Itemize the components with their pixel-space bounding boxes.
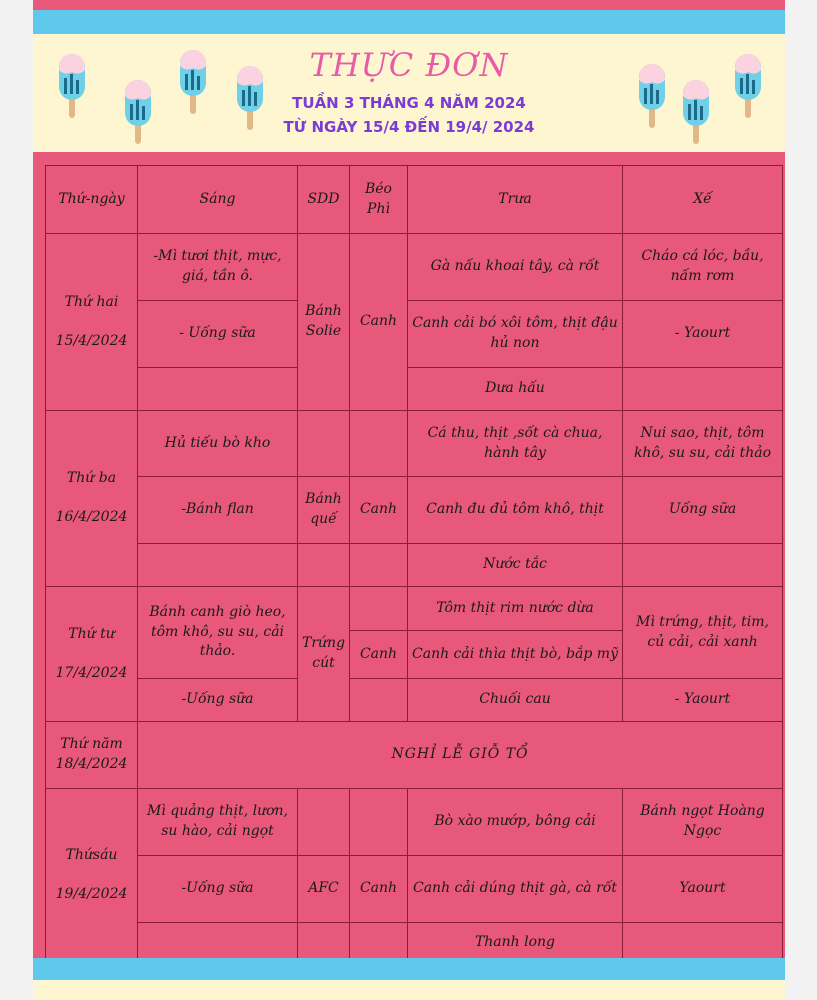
lunch-fruit: Nước tắc [408,544,623,587]
morning-drink: -Uống sữa [138,679,298,722]
day-cell [46,587,138,722]
lunch-soup: Canh cải thìa thịt bò, bắp mỹ [408,631,623,679]
lunch-fruit: Thanh long [408,923,623,963]
day-cell [46,234,138,411]
morning-dish: Bánh canh giò heo, tôm khô, su su, cải thảo. [138,587,298,679]
empty-cell [350,587,408,631]
table-row [46,722,783,789]
morning-drink: -Bánh flan [138,477,298,544]
obese-dish: Canh [350,631,408,679]
footer-band [33,980,785,1000]
afternoon-drink: Uống sữa [623,477,783,544]
top-stripe [33,10,785,34]
table-row [46,301,783,368]
empty-cell [138,923,298,963]
menu-table [45,165,783,963]
sdd-dish: Bánh quế [298,477,350,544]
header [33,34,785,152]
afternoon-dish: Cháo cá lóc, bầu, nấm rơm [623,234,783,301]
afternoon-drink: - Yaourt [623,679,783,722]
header-afternoon: Xế [623,166,783,234]
table-row [46,587,783,631]
empty-cell [350,544,408,587]
week-label: TUẦN 3 THÁNG 4 NĂM 2024 [292,94,526,112]
table-row [46,411,783,477]
day-date: 16/4/2024 [55,509,128,526]
lunch-soup: Canh cải bó xôi tôm, thịt đậu hủ non [408,301,623,368]
day-name: Thứ tư [68,625,115,642]
afternoon-drink: - Yaourt [623,301,783,368]
bottom-stripe [33,958,785,980]
header-obese: Béo Phì [350,166,408,234]
lunch-main: Tôm thịt rim nước dừa [408,587,623,631]
day-name: Thứ hai [64,293,119,310]
empty-cell [350,411,408,477]
lunch-main: Gà nấu khoai tây, cà rốt [408,234,623,301]
popsicle-icon [733,52,763,122]
obese-dish: Canh [350,234,408,411]
lunch-fruit: Dưa hấu [408,368,623,411]
header-lunch: Trưa [408,166,623,234]
sdd-dish: AFC [298,856,350,923]
empty-cell [350,789,408,856]
empty-cell [350,679,408,722]
day-date: 18/4/2024 [55,756,128,772]
afternoon-dish: Bánh ngọt Hoàng Ngọc [623,789,783,856]
empty-cell [350,923,408,963]
holiday-notice: NGHỈ LỄ GIỖ TỔ [138,722,783,789]
table-header-row [46,166,783,234]
sdd-dish: Bánh Solie [298,234,350,411]
morning-dish: Hủ tiếu bò kho [138,411,298,477]
header-day: Thứ-ngày [46,166,138,234]
day-name: Thứ ba [66,470,117,487]
day-name: Thứ năm [60,736,123,753]
morning-drink: -Uống sữa [138,856,298,923]
lunch-soup: Canh đu đủ tôm khô, thịt [408,477,623,544]
empty-cell [623,368,783,411]
empty-cell [138,544,298,587]
lunch-main: Bò xào mướp, bông cải [408,789,623,856]
table-row [46,923,783,963]
obese-dish: Canh [350,856,408,923]
popsicle-icon [123,78,153,148]
table-row [46,368,783,411]
obese-dish: Canh [350,477,408,544]
afternoon-dish: Nui sao, thịt, tôm khô, su su, cải thảo [623,411,783,477]
day-cell [46,789,138,963]
lunch-main: Cá thu, thịt ,sốt cà chua, hành tây [408,411,623,477]
header-morning: Sáng [138,166,298,234]
empty-cell [298,923,350,963]
day-date: 19/4/2024 [55,886,128,903]
empty-cell [298,789,350,856]
empty-cell [623,923,783,963]
table-row [46,234,783,301]
day-name: Thứsáu [65,847,118,864]
sdd-dish: Trứng cút [298,587,350,722]
empty-cell [623,544,783,587]
empty-cell [298,411,350,477]
empty-cell [298,544,350,587]
table-row [46,544,783,587]
popsicle-icon [178,48,208,118]
popsicle-icon [235,64,265,134]
day-cell [46,722,138,789]
day-cell [46,411,138,587]
popsicle-icon [681,78,711,148]
table-row [46,856,783,923]
morning-drink: - Uống sữa [138,301,298,368]
popsicle-icon [57,52,87,122]
lunch-soup: Canh cải dúng thịt gà, cà rốt [408,856,623,923]
date-range: TỪ NGÀY 15/4 ĐẾN 19/4/ 2024 [283,118,535,136]
day-date: 17/4/2024 [55,664,128,681]
morning-dish: -Mì tươi thịt, mực, giá, tần ô. [138,234,298,301]
table-row [46,477,783,544]
empty-cell [138,368,298,411]
morning-dish: Mì quảng thịt, lươn, su hào, cải ngọt [138,789,298,856]
page-title: THỰC ĐƠN [309,46,509,84]
lunch-fruit: Chuối cau [408,679,623,722]
popsicle-icon [637,62,667,132]
afternoon-dish: Mì trứng, thịt, tim, củ cải, cải xanh [623,587,783,679]
table-row [46,679,783,722]
menu-poster [33,0,785,1000]
day-date: 15/4/2024 [55,332,128,349]
header-sdd: SDD [298,166,350,234]
table-row [46,789,783,856]
afternoon-drink: Yaourt [623,856,783,923]
